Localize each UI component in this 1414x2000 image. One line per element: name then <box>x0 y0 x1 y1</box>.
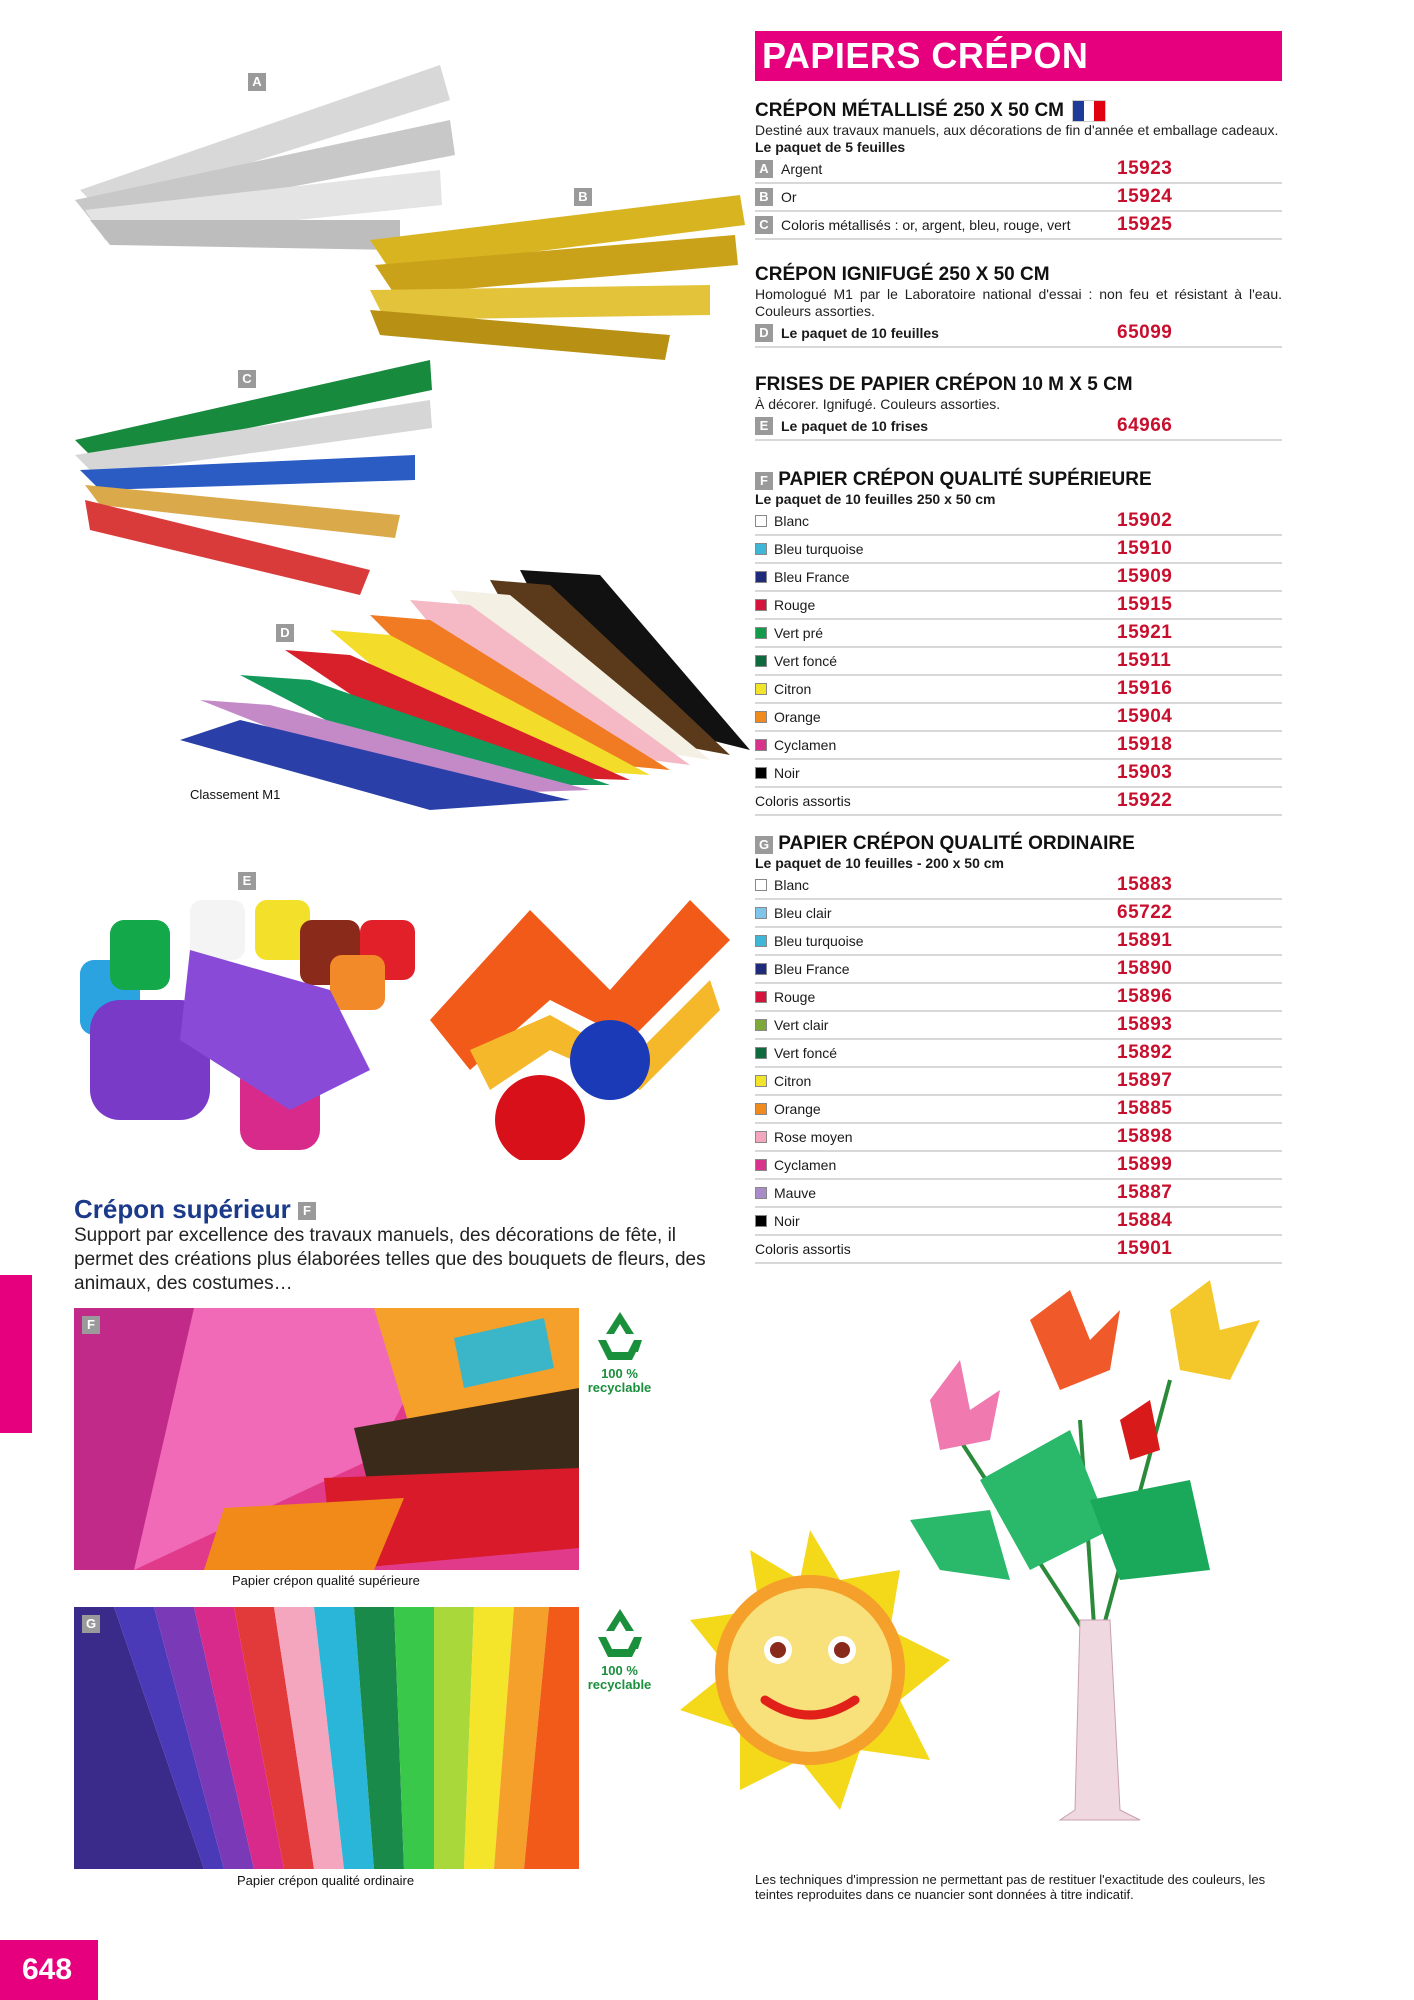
letter-badge: E <box>755 417 773 435</box>
product-code: 15923 <box>1117 158 1173 180</box>
product-photos <box>70 60 750 1160</box>
color-swatch <box>755 1159 767 1171</box>
table-row <box>755 592 1282 620</box>
page-number: 648 <box>0 1940 98 2000</box>
photo-crepon-ordinaire <box>74 1607 579 1869</box>
product-code: 64966 <box>1117 415 1173 436</box>
color-swatch <box>755 515 767 527</box>
table-row <box>755 508 1282 536</box>
row-label-cell <box>755 793 1117 809</box>
image-letter-a: A <box>248 73 266 91</box>
image-letter-f: F <box>82 1316 100 1334</box>
section-desc: À décorer. Ignifugé. Couleurs assorties. <box>755 396 1001 412</box>
row-label: Bleu France <box>774 569 850 585</box>
product-table <box>755 872 1282 1264</box>
row-label: Coloris assortis <box>755 793 851 809</box>
table-row <box>755 320 1282 348</box>
recycle-text-2: recyclable <box>587 1677 652 1692</box>
table-row <box>755 156 1282 184</box>
product-code: 15924 <box>1117 186 1173 208</box>
color-swatch <box>755 1019 767 1031</box>
recycle-icon <box>590 1605 650 1661</box>
row-label: Orange <box>774 1101 821 1117</box>
row-label-cell <box>755 1045 1117 1061</box>
row-label-cell <box>755 1129 1117 1145</box>
section-title: CRÉPON IGNIFUGÉ 250 X 50 CM <box>755 264 1050 285</box>
section-title: FRISES DE PAPIER CRÉPON 10 M X 5 CM <box>755 374 1133 395</box>
table-row <box>755 1124 1282 1152</box>
row-label: Rose moyen <box>774 1129 853 1145</box>
row-label: Vert clair <box>774 1017 829 1033</box>
table-row <box>755 1236 1282 1264</box>
row-label-cell <box>755 961 1117 977</box>
row-label: Rouge <box>774 989 816 1005</box>
product-code: 15899 <box>1117 1154 1173 1175</box>
row-label: Argent <box>781 161 823 178</box>
section-superieure <box>755 469 1282 816</box>
recycle-text-1: 100 % <box>601 1366 638 1381</box>
row-label: Mauve <box>774 1185 817 1201</box>
table-row <box>755 788 1282 816</box>
product-code: 15911 <box>1117 650 1172 671</box>
page-title: PAPIERS CRÉPON <box>762 35 1089 76</box>
product-code: 15903 <box>1117 762 1173 783</box>
product-code: 15925 <box>1117 214 1173 236</box>
table-row <box>755 1040 1282 1068</box>
product-code: 15896 <box>1117 986 1173 1007</box>
section-desc: Homologué M1 par le Laboratoire national d'essai : non feu et résistant à l'eau. Couleurs assorties. <box>755 286 1282 319</box>
row-label: Vert foncé <box>774 1045 838 1061</box>
color-swatch <box>755 1047 767 1059</box>
product-code: 15918 <box>1117 734 1173 755</box>
product-code: 15883 <box>1117 874 1173 895</box>
color-swatch <box>755 627 767 639</box>
row-label-cell <box>755 1017 1117 1033</box>
row-label-cell <box>755 877 1117 893</box>
row-label-cell <box>755 653 1117 669</box>
promo-body: Support par excellence des travaux manuels, des décorations de fête, il permet des créations plus élaborées telles que des bouquets de fleurs, des animaux, des costumes… <box>74 1225 706 1294</box>
section-frises <box>755 374 1282 441</box>
color-swatch <box>755 655 767 667</box>
color-swatch <box>755 1187 767 1199</box>
image-letter-e: E <box>238 872 256 890</box>
section-ordinaire <box>755 833 1282 1264</box>
table-row <box>755 956 1282 984</box>
product-photo-c <box>75 360 432 595</box>
section-metallise <box>755 100 1282 240</box>
row-label-cell <box>755 1073 1117 1089</box>
color-swatch <box>755 963 767 975</box>
section-pack: Le paquet de 5 feuilles <box>755 139 906 156</box>
french-flag-icon <box>1072 100 1106 122</box>
product-code: 15922 <box>1117 790 1173 811</box>
product-photo-d <box>180 570 750 810</box>
product-code: 15893 <box>1117 1014 1173 1035</box>
row-label: Coloris métallisés : or, argent, bleu, rouge, vert <box>781 217 1071 234</box>
row-label: Vert pré <box>774 625 824 641</box>
row-label-cell <box>755 513 1117 529</box>
product-code: 15885 <box>1117 1098 1173 1119</box>
color-swatch <box>755 1215 767 1227</box>
product-code: 15892 <box>1117 1042 1173 1063</box>
color-swatch <box>755 711 767 723</box>
product-code: 15890 <box>1117 958 1173 979</box>
table-row <box>755 676 1282 704</box>
row-label-cell <box>755 709 1117 725</box>
row-label: Bleu France <box>774 961 850 977</box>
table-row <box>755 1208 1282 1236</box>
letter-badge: D <box>755 324 773 342</box>
product-code: 15902 <box>1117 510 1173 531</box>
color-swatch <box>755 879 767 891</box>
flower-bouquet <box>910 1280 1260 1820</box>
table-row <box>755 928 1282 956</box>
letter-badge: G <box>755 836 773 854</box>
recycle-text-2: recyclable <box>587 1380 652 1395</box>
letter-badge: F <box>755 472 773 490</box>
row-label: Blanc <box>774 513 810 529</box>
caption-m1: Classement M1 <box>190 787 281 802</box>
row-label-cell <box>755 1241 1117 1257</box>
row-label-cell <box>755 417 1117 435</box>
product-code: 15916 <box>1117 678 1173 699</box>
product-table <box>755 413 1282 441</box>
table-row <box>755 704 1282 732</box>
table-row <box>755 564 1282 592</box>
row-label-cell <box>755 1213 1117 1229</box>
color-swatch <box>755 907 767 919</box>
row-label: Bleu clair <box>774 905 832 921</box>
row-label-cell <box>755 1157 1117 1173</box>
row-label: Coloris assortis <box>755 1241 851 1257</box>
row-label: Citron <box>774 1073 812 1089</box>
recycle-text-1: 100 % <box>601 1663 638 1678</box>
product-code: 65099 <box>1117 322 1173 343</box>
row-label-cell <box>755 737 1117 753</box>
product-code: 15897 <box>1117 1070 1173 1091</box>
product-photo-a <box>75 65 455 250</box>
row-label-cell <box>755 541 1117 557</box>
letter-badge: C <box>755 216 773 234</box>
table-row <box>755 760 1282 788</box>
row-label: Cyclamen <box>774 1157 837 1173</box>
row-label-cell <box>755 1101 1117 1117</box>
table-row <box>755 413 1282 441</box>
table-row <box>755 872 1282 900</box>
row-label: Or <box>781 189 797 206</box>
row-label: Noir <box>774 1213 800 1229</box>
product-code: 15915 <box>1117 594 1173 615</box>
recycle-logo <box>582 1605 657 1692</box>
color-swatch <box>755 739 767 751</box>
product-photo-e <box>80 900 730 1160</box>
row-label-cell <box>755 597 1117 613</box>
product-code: 65722 <box>1117 902 1173 923</box>
row-label: Bleu turquoise <box>774 541 864 557</box>
table-row <box>755 1012 1282 1040</box>
color-swatch <box>755 543 767 555</box>
product-table <box>755 508 1282 816</box>
image-letter-b: B <box>574 188 592 206</box>
image-letter-d: D <box>276 624 294 642</box>
caption-superieure: Papier crépon qualité supérieure <box>232 1573 420 1588</box>
row-label-cell <box>755 765 1117 781</box>
product-code: 15909 <box>1117 566 1173 587</box>
photo-crepon-superieur <box>74 1308 579 1570</box>
product-code: 15887 <box>1117 1182 1173 1203</box>
color-swatch <box>755 1103 767 1115</box>
row-label: Cyclamen <box>774 737 837 753</box>
section-tab <box>0 1275 32 1433</box>
recycle-logo <box>582 1308 657 1395</box>
promo-block <box>74 1194 724 1296</box>
row-label-cell <box>755 933 1117 949</box>
section-title: G PAPIER CRÉPON QUALITÉ ORDINAIRE <box>755 833 1282 855</box>
row-label: Vert foncé <box>774 653 838 669</box>
row-label: Noir <box>774 765 800 781</box>
product-code: 15901 <box>1117 1238 1173 1259</box>
section-ignifuge <box>755 264 1282 348</box>
product-table <box>755 320 1282 348</box>
image-letter-c: C <box>238 370 256 388</box>
letter-badge: B <box>755 188 773 206</box>
table-row <box>755 732 1282 760</box>
sun-decoration <box>680 1530 950 1810</box>
color-swatch <box>755 935 767 947</box>
table-row <box>755 212 1282 240</box>
row-label-cell <box>755 681 1117 697</box>
color-swatch <box>755 599 767 611</box>
table-row <box>755 184 1282 212</box>
color-swatch <box>755 991 767 1003</box>
product-code: 15921 <box>1117 622 1173 643</box>
row-label-cell <box>755 1185 1117 1201</box>
recycle-icon <box>590 1308 650 1364</box>
image-letter-g: G <box>82 1615 100 1633</box>
color-swatch <box>755 1131 767 1143</box>
table-row <box>755 1096 1282 1124</box>
table-row <box>755 536 1282 564</box>
product-code: 15884 <box>1117 1210 1173 1231</box>
row-label-cell <box>755 569 1117 585</box>
section-desc: Destiné aux travaux manuels, aux décorations de fin d'année et emballage cadeaux. <box>755 122 1279 139</box>
caption-ordinaire: Papier crépon qualité ordinaire <box>237 1873 415 1888</box>
section-title: CRÉPON MÉTALLISÉ 250 X 50 CM <box>755 100 1282 122</box>
disclaimer-text: Les techniques d'impression ne permettant pas de restituer l'exactitude des couleurs, les teintes reproduites dans ce nuancier sont données à titre indicatif. <box>755 1872 1266 1902</box>
table-row <box>755 620 1282 648</box>
color-swatch <box>755 683 767 695</box>
product-photo-b <box>370 195 745 360</box>
table-row <box>755 1068 1282 1096</box>
letter-badge: F <box>298 1202 316 1220</box>
row-label: Rouge <box>774 597 816 613</box>
product-table <box>755 156 1282 240</box>
row-label-cell <box>755 188 1117 206</box>
letter-badge: A <box>755 160 773 178</box>
color-swatch <box>755 1075 767 1087</box>
table-row <box>755 984 1282 1012</box>
row-label: Orange <box>774 709 821 725</box>
table-row <box>755 900 1282 928</box>
row-label: Blanc <box>774 877 810 893</box>
row-label: Le paquet de 10 frises <box>781 418 929 434</box>
row-label: Bleu turquoise <box>774 933 864 949</box>
section-pack: Le paquet de 10 feuilles - 200 x 50 cm <box>755 855 1004 871</box>
table-row <box>755 1180 1282 1208</box>
row-label-cell <box>755 989 1117 1005</box>
product-code: 15904 <box>1117 706 1173 727</box>
product-code: 15898 <box>1117 1126 1173 1147</box>
row-label-cell <box>755 905 1117 921</box>
crafts-illustration <box>650 1280 1290 1860</box>
product-code: 15891 <box>1117 930 1173 951</box>
row-label: Citron <box>774 681 812 697</box>
promo-title: Crépon supérieur F <box>74 1194 724 1224</box>
section-pack: Le paquet de 10 feuilles 250 x 50 cm <box>755 491 996 507</box>
row-label-cell <box>755 625 1117 641</box>
row-label-cell <box>755 160 1117 178</box>
table-row <box>755 1152 1282 1180</box>
table-row <box>755 648 1282 676</box>
row-label: Le paquet de 10 feuilles <box>781 325 939 341</box>
section-title: F PAPIER CRÉPON QUALITÉ SUPÉRIEURE <box>755 469 1282 491</box>
product-code: 15910 <box>1117 538 1173 559</box>
color-swatch <box>755 571 767 583</box>
row-label-cell <box>755 324 1117 342</box>
color-swatch <box>755 767 767 779</box>
row-label-cell <box>755 216 1117 234</box>
